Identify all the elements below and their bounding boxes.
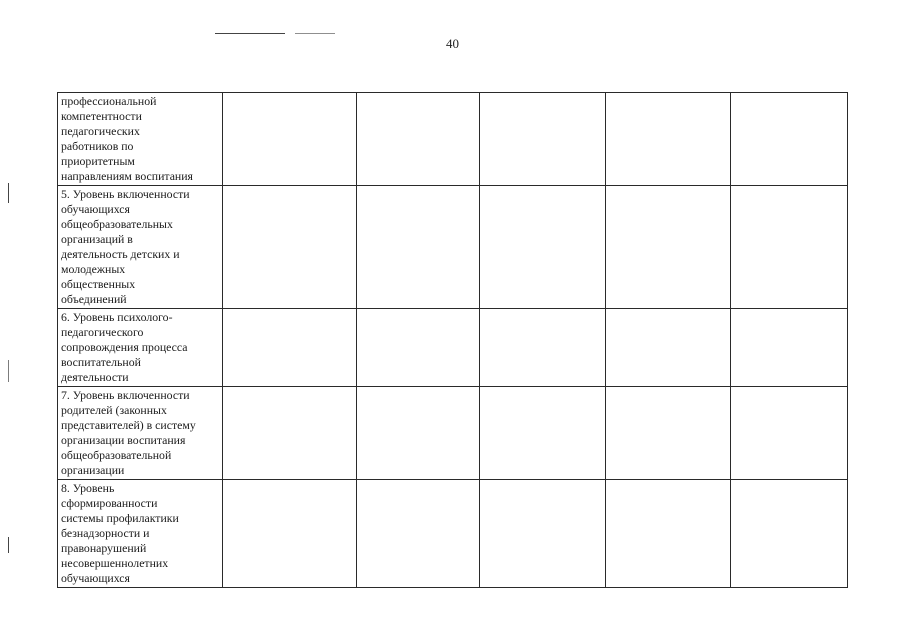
value-cell	[606, 387, 731, 480]
value-cell	[480, 186, 606, 309]
criterion-cell: профессиональной компетентности педагогических работников по приоритетным направлениям воспитания	[58, 93, 223, 186]
value-cell	[480, 93, 606, 186]
value-cell	[606, 93, 731, 186]
value-cell	[480, 309, 606, 387]
value-cell	[731, 387, 848, 480]
value-cell	[731, 309, 848, 387]
value-cell	[731, 93, 848, 186]
value-cell	[357, 387, 480, 480]
table-row	[58, 480, 848, 588]
criterion-cell: 8. Уровень сформированности системы профилактики безнадзорности и правонарушений несовершеннолетних обучающихся	[58, 480, 223, 588]
table-row	[58, 387, 848, 480]
value-cell	[357, 480, 480, 588]
criterion-cell: 5. Уровень включенности обучающихся общеобразовательных организаций в деятельность детских и молодежных общественных объединений	[58, 186, 223, 309]
scan-artifact-left-mark-2	[8, 360, 9, 382]
table-row	[58, 309, 848, 387]
table-row	[58, 186, 848, 309]
table-row	[58, 93, 848, 186]
value-cell	[480, 387, 606, 480]
value-cell	[223, 309, 357, 387]
scan-artifact-top-line-2	[295, 33, 335, 34]
value-cell	[606, 480, 731, 588]
value-cell	[357, 93, 480, 186]
page-number: 40	[446, 36, 459, 51]
scan-artifact-left-mark-3	[8, 537, 9, 553]
value-cell	[731, 186, 848, 309]
value-cell	[480, 480, 606, 588]
criterion-cell: 6. Уровень психолого- педагогического сопровождения процесса воспитательной деятельности	[58, 309, 223, 387]
scan-artifact-left-mark	[8, 183, 9, 203]
value-cell	[223, 93, 357, 186]
value-cell	[223, 480, 357, 588]
criterion-cell: 7. Уровень включенности родителей (законных представителей) в систему организации воспитания общеобразовательной организации	[58, 387, 223, 480]
value-cell	[606, 186, 731, 309]
scan-artifact-top-line	[215, 33, 285, 34]
value-cell	[357, 309, 480, 387]
value-cell	[223, 186, 357, 309]
value-cell	[223, 387, 357, 480]
value-cell	[357, 186, 480, 309]
value-cell	[606, 309, 731, 387]
evaluation-table	[57, 92, 848, 588]
value-cell	[731, 480, 848, 588]
